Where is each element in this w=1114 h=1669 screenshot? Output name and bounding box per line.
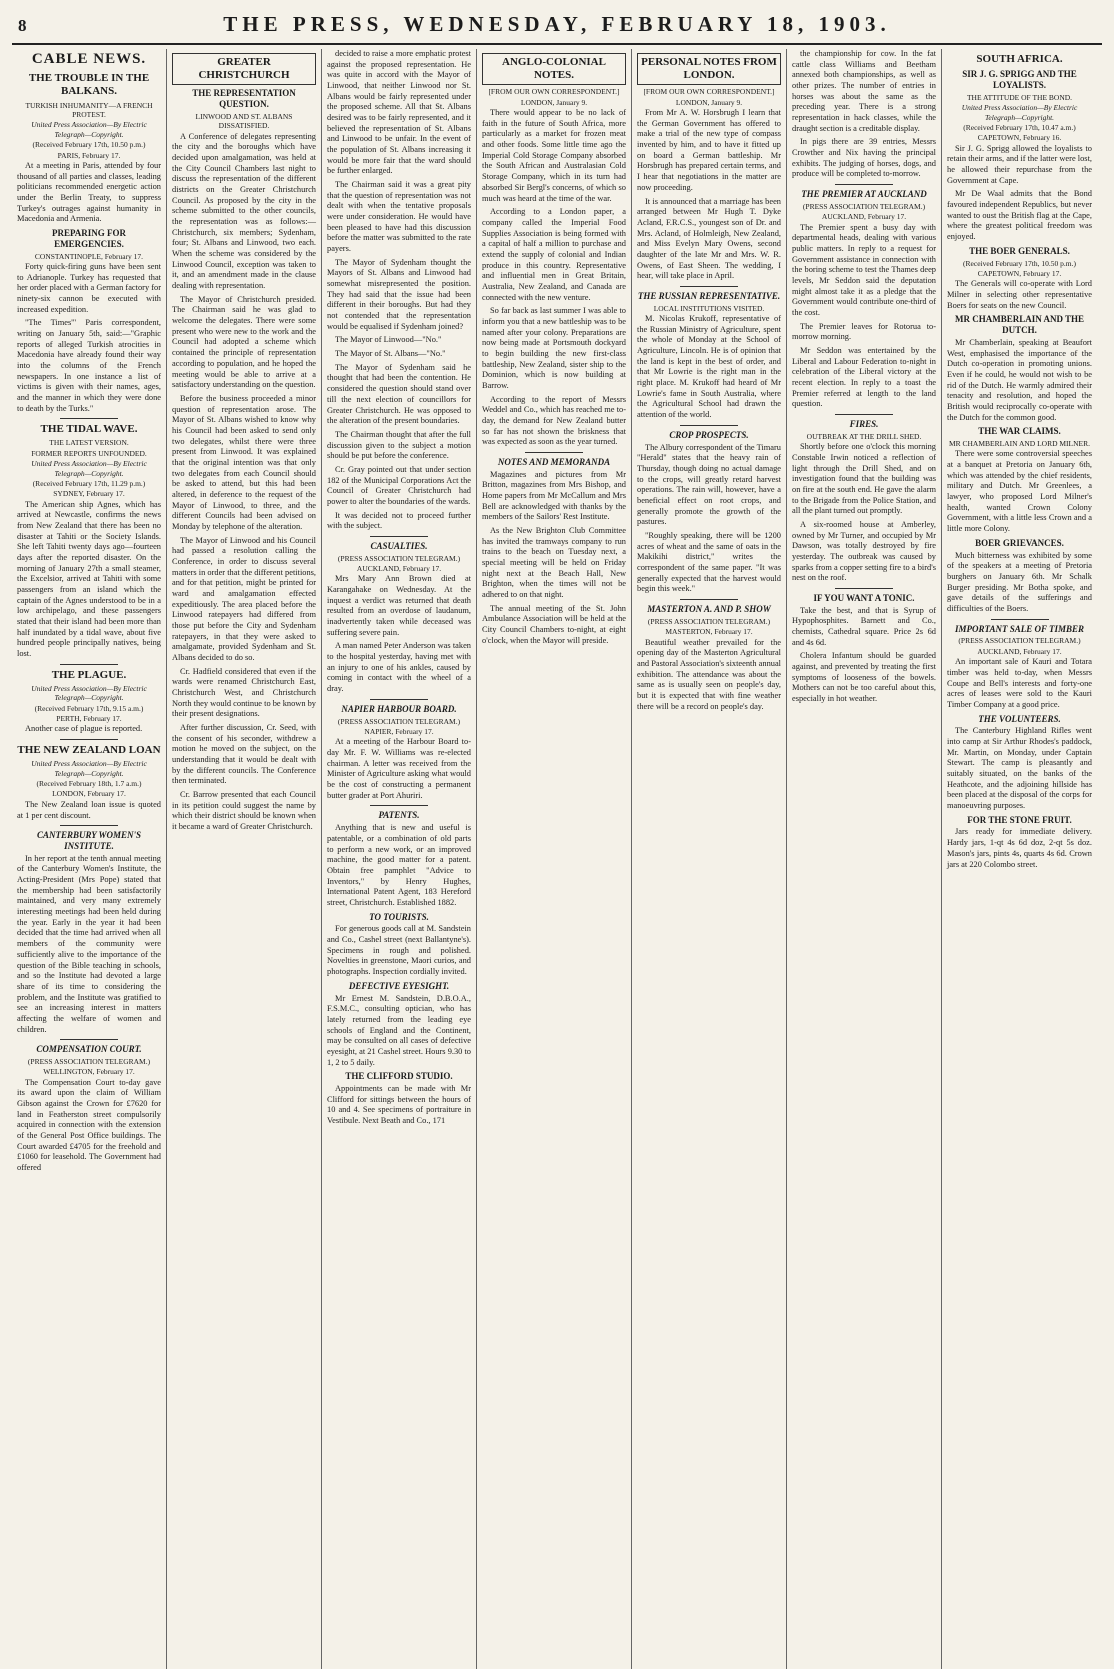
- boer-generals-text: The Generals will co-operate with Lord Milner in selecting other representative Boers for seats on the new Council.: [947, 279, 1092, 310]
- representation-paragraph: Cr. Hadfield considered that even if the wards were renamed Christchurch East, Christchurch West, and Christchurch North they would continue to be known by their present designations.: [172, 666, 316, 719]
- anglo-colonial-paragraph: So far back as last summer I was able to inform you that a new battleship was to be named after your colony. Preparations are now being made at Portsmouth dockyard to begin building the new first-class battleship, New Zealand, sister ship to the Dominion, which is now building at Barrow.: [482, 306, 626, 390]
- crop-prospects-text: The Albury correspondent of the Timaru "Herald" states that the heavy rain of Thursday, though doing no actual damage to the crops, will greatly retard harvest operations. The rain will, however, have a beneficial effect on root crops, and generally promote the growth of the pastures.: [637, 442, 781, 527]
- loan-credit: United Press Association—By Electric Telegraph—Copyright.: [31, 759, 147, 778]
- emergencies-text: Forty quick-firing guns have been sent to Adrianople. Turkey has requested that her order placed with a German factory for ninety-six cannon be executed with increased expedition.: [17, 261, 161, 314]
- sprigg-received: (Received February 17th, 10.47 a.m.): [963, 122, 1076, 132]
- divider: [991, 619, 1049, 620]
- casualties-text-2: A man named Peter Anderson was taken to the hospital yesterday, having met with an injury to one of his ankles, caused by coming in contact with the wheel of a dray.: [327, 641, 471, 694]
- eyesight-text: Mr Ernest M. Sandstein, D.B.O.A., F.S.M.C., consulting optician, who has lately returned from the leading eye schools of England and the Continent, may be consulted on all cases of defective eyesight, at 21 Cashel street. Hours 9.30 to 1, 2 to 5 daily.: [327, 993, 471, 1067]
- representation-paragraph: A Conference of delegates representing the city and the boroughs which have decided upon amalgamation, was held at the City Council Chambers last night to discuss the representation of the different districts on the Greater Christchurch Council. As proposed by the city in the scheme submitted to the other councils, the representation was as follows:—Christchurch, six members; Sydenham, four; St. Albans and Linwood, two each. When the scheme was considered by the Linwood Council, exception was taken to it, and an amendment made in the clause dealing with representation.: [172, 131, 316, 291]
- divider: [680, 286, 738, 287]
- divider: [60, 418, 118, 419]
- divider: [370, 536, 428, 537]
- compensation-court-dateline: WELLINGTON, February 17.: [43, 1067, 135, 1077]
- fires-title: FIRES.: [849, 419, 879, 430]
- representation-continued: decided to raise a more emphatic protest against the proposed representation. He was quite in accord with the Mayor of Linwood, that neither Linwood nor St. Albans would be fairly represented under the proposed scheme. All that St. Albans desired was to be fairly represented, and it believed the representation of St. Albans and Linwood to be unfair. In the event of the population of St. Albans increasing it would be more fair that the ward should be further enlarged.: [327, 49, 471, 176]
- page-number: 8: [18, 16, 27, 35]
- chamberlain-dutch-title: MR CHAMBERLAIN AND THE DUTCH.: [954, 314, 1085, 336]
- plague-title: THE PLAGUE.: [51, 668, 127, 681]
- representation-subtitle: LINWOOD AND ST. ALBANS DISSATISFIED.: [195, 111, 293, 131]
- premier-dateline: AUCKLAND, February 17.: [821, 212, 907, 222]
- casualties-credit: (PRESS ASSOCIATION TELEGRAM.): [337, 553, 461, 563]
- war-claims-title: THE WAR CLAIMS.: [978, 426, 1061, 437]
- napier-title: NAPIER HARBOUR BOARD.: [341, 703, 457, 714]
- representation-continued: The Chairman thought that after the full discussion given to the subject a motion should be put before the conference.: [327, 429, 471, 461]
- divider: [60, 1039, 118, 1040]
- balkans-text: At a meeting in Paris, attended by four thousand of all parties and classes, leading politicians recommended energetic action under the Berlin Treaty, to suppress Turkey's outrages against humanity in Macedonia and Armenia.: [17, 160, 161, 224]
- representation-continued: The Mayor of St. Albans—"No.": [335, 349, 446, 359]
- war-claims-subtitle: MR CHAMBERLAIN AND LORD MILNER.: [948, 439, 1091, 449]
- representation-continued: Cr. Gray pointed out that under section 182 of the Municipal Corporations Act the Council of Greater Christchurch had power to alter the boundaries of the wards.: [327, 464, 471, 506]
- newspaper-title: THE PRESS, WEDNESDAY, FEBRUARY 18, 1903.: [223, 12, 891, 36]
- representation-paragraph: Before the business proceeded a minor question of representation arose. The Mayor of St. Albans wished to know why his Council had been asked to send only two delegates, whilst there were three present from Linwood. It was explained that the original intention was that only two delegates from each Council should be asked to attend, but this had been altered, in deference to the request of the Mayor of Linwood, to three, and the different Councils had been advised on Monday by telephone of the alteration.: [172, 393, 316, 531]
- divider: [680, 425, 738, 426]
- anglo-colonial-paragraph: According to a London paper, a company called the Imperial Food Supplies Association is being formed with a capital of half a million to purchase and extend the supply of colonial and Indian produce in this country. Representative and influential men in Great Britain, Australia, New Zealand, and Canada are connected with the new venture.: [482, 207, 626, 302]
- napier-credit: (PRESS ASSOCIATION TELEGRAM.): [337, 716, 461, 726]
- fires-subtitle: OUTBREAK AT THE DRILL SHED.: [806, 431, 922, 441]
- volunteers-text: The Canterbury Highland Rifles went into camp at Sir Arthur Rhodes's paddock, Mr. Martin, on Monday, under Captain Stewart. The camp is pleasantly and suitably situated, on the banks of the Heathcote, and the adjoining hillside has been placed at the disposal of the corps for manoeuvring purposes.: [947, 726, 1092, 811]
- column-2: [167, 49, 322, 1669]
- tidal-wave-title: THE TIDAL WAVE.: [40, 423, 138, 436]
- balkans-received: (Received February 17th, 10.50 p.m.): [32, 140, 146, 150]
- tidal-wave-subtitle: THE LATEST VERSION.: [49, 438, 129, 448]
- russian-rep-title: THE RUSSIAN REPRESENTATIVE.: [637, 290, 781, 301]
- column-5: [632, 49, 787, 1669]
- womens-institute-text: In her report at the tenth annual meeting of the Canterbury Women's Institute, the Acting-President (Mrs Pope) stated that the membership had been satisfactorily maintained, and very many extremely interesting meetings had been held during the year. Early in the year it had been decided that the time had arrived when all members of the community were sufficiently alive to the importance of the question of the Bible teaching in schools, and so the Institute had devoted a large share of its time to considering the problem, and the Institute was gratified to see an increasing interest in matters affecting the welfare of women and children.: [17, 853, 161, 1034]
- tonic-ad-text: Take the best, and that is Syrup of Hypophosphites. Barnett and Co., chemists, Cathedral square. Price 2s 6d and 4s 6d.: [792, 605, 936, 647]
- clifford-studio-text: Appointments can be made with Mr Clifford for sittings between the hours of 10 and 4. See specimens of portraiture in Vestibule. Next Beath and Co., 171: [327, 1084, 471, 1126]
- columns: [12, 49, 1102, 1669]
- masterton-continued: the championship for cow. In the fat cattle class Williams and Beetham annexed both championships, as well as other prizes. The number of entries in horses was about the same as the preceding year. There is a strong representation in hack classes, while the draught section is a creditable display.: [792, 49, 936, 133]
- plague-credit: United Press Association—By Electric Telegraph—Copyright.: [31, 683, 147, 703]
- representation-continued: The Mayor of Sydenham thought the Mayors of St. Albans and Linwood had somewhat misrepresented the position. They had said that the issue had been different in their boroughs. But had they not contended that the representation would be equalised if Sydenham joined?: [327, 257, 471, 331]
- representation-paragraph: The Mayor of Christchurch presided. The Chairman said he was glad to welcome the delegates. There were some present who were new to the work and the Council had adopted a scheme which contained the principle of representation according to population, and he hoped the meeting would be able to arrive at a satisfactory understanding on the question.: [172, 294, 316, 390]
- divider: [60, 739, 118, 740]
- personal-notes-dateline: LONDON, January 9.: [675, 97, 743, 107]
- emergencies-dateline: CONSTANTINOPLE, February 17.: [34, 251, 144, 261]
- tidal-wave-credit: United Press Association—By Electric Telegraph—Copyright.: [31, 459, 147, 478]
- tidal-wave-subtitle-2: FORMER REPORTS UNFOUNDED.: [31, 448, 147, 458]
- column-7: [942, 49, 1097, 1669]
- personal-notes-heading: PERSONAL NOTES FROM LONDON.: [637, 53, 781, 85]
- masthead: [12, 10, 1102, 45]
- anglo-colonial-paragraph: According to the report of Messrs Weddel and Co., which has reached me to-day, the demand for New Zealand butter so far has not shown the briskness that was expected as soon as the year turned.: [482, 394, 626, 447]
- divider: [835, 414, 893, 415]
- stone-fruit-text: Jars ready for immediate delivery. Hardy jars, 1-qt 4s 6d doz, 2-qt 5s doz. Mason's jars, pints 4s, quarts 4s 6d. Crown jars at 220 Colombo street.: [947, 827, 1092, 869]
- timber-sale-title: IMPORTANT SALE OF TIMBER: [954, 623, 1085, 634]
- sprigg-dateline: CAPETOWN, February 16.: [977, 133, 1062, 143]
- boer-generals-title: THE BOER GENERALS.: [969, 245, 1070, 256]
- cholera-ad-text: Cholera Infantum should be guarded against, and prevented by treating the first symptoms of looseness of the bowels. Mothers can not be too careful about this, especially in hot weather.: [792, 651, 936, 704]
- divider: [835, 588, 893, 589]
- balkans-dateline: PARIS, February 17.: [57, 150, 121, 160]
- volunteers-title: THE VOLUNTEERS.: [978, 713, 1061, 724]
- clifford-studio-title: THE CLIFFORD STUDIO.: [345, 1071, 453, 1082]
- divider: [370, 805, 428, 806]
- boer-grievances-title: BOER GRIEVANCES.: [975, 537, 1064, 548]
- plague-dateline: PERTH, February 17.: [56, 714, 122, 724]
- emergencies-title: PREPARING FOR EMERGENCIES.: [51, 227, 127, 249]
- masterton-show-text: Beautiful weather prevailed for the opening day of the Masterton Agricultural and Pastoral Association's sixteenth annual exhibition. The attendance was about the same as is usually seen on people's day, but it is expected that with fine weather there will be a record on people's day.: [637, 637, 781, 711]
- greater-christchurch-heading: GREATER CHRISTCHURCH: [172, 53, 316, 85]
- notes-memoranda-text: The annual meeting of the St. John Ambulance Association will be held at the City Council Chambers to-night, at eight o'clock, when the Mayor will preside.: [482, 603, 626, 645]
- tidal-wave-text: The American ship Agnes, which has arrived at Newcastle, confirms the news from New Zealand that there has been no disaster at Tahiti or the Society Islands. She left Tahiti twenty days ago—fourteen days after the reported disaster. On the morning of January 27th a small steamer, the Excelsior, arrived at Tahiti with some passengers from an island which the captain of the Agnes understood to be in a low archipelago, and these passengers stated that their island had been more than half inundated by a tidal wave, about five hundred people principally natives, being lost.: [17, 499, 161, 659]
- column-1: [12, 49, 167, 1669]
- representation-continued: The Mayor of Linwood—"No.": [335, 335, 442, 345]
- balkans-title: THE TROUBLE IN THE BALKANS.: [28, 72, 150, 98]
- compensation-court-credit: (PRESS ASSOCIATION TELEGRAM.): [27, 1057, 151, 1066]
- divider: [835, 184, 893, 185]
- sprigg-text: Sir J. G. Sprigg allowed the loyalists to retain their arms, and if the latter were lost, he allowed their repurchase from the Government at Cape.: [947, 143, 1092, 185]
- personal-notes-from: [FROM OUR OWN CORRESPONDENT.]: [643, 87, 775, 97]
- emergencies-text-2: "The Times'" Paris correspondent, writing on January 5th, said:—"Graphic reports of alleged Turkish atrocities in Macedonia have already found their way into the columns of the French newspapers. In one instance a list of victims is given with their names, ages, and the manner in which they were done to death by the Turks.": [17, 318, 161, 413]
- cable-news-heading: CABLE NEWS.: [31, 51, 147, 67]
- anglo-colonial-from: [FROM OUR OWN CORRESPONDENT.]: [488, 87, 620, 97]
- divider: [370, 699, 428, 700]
- crop-prospects-title: CROP PROSPECTS.: [669, 429, 749, 440]
- divider: [680, 599, 738, 600]
- russian-rep-text: M. Nicolas Krukoff, representative of the Russian Ministry of Agriculture, spent the whole of Monday at the School of Agriculture, Lincoln. He is of opinion that the land is kept in the best of order, and that Mr Lowrie is the right man in the right place. M. Krukoff had heard of Mr Lowrie's fame in South Australia, where the Agricultural School had drawn the attention of the world.: [637, 314, 781, 420]
- representation-paragraph: Cr. Barrow presented that each Council in its petition could suggest the name by which their district should be known when it became a ward of Greater Christchurch.: [172, 790, 316, 832]
- fires-text: Shortly before one o'clock this morning Constable Irwin noticed a reflection of light through the Drill Shed, and on investigation found that the building was on fire at the south end. He gave the alarm to the Brigade from the Police Station, and all the plant turned out promptly.: [792, 442, 936, 516]
- personal-notes-paragraph: From Mr A. W. Horsbrugh I learn that the German Government has offered to make a trial of the new type of compass invented by him, and to have it fitted up on board a German battleship. Mr Horsbrugh has prepared certain terms, and I hear that negotiations in the matter are now proceeding.: [637, 108, 781, 192]
- personal-notes-paragraph: It is announced that a marriage has been arranged between Mr Hugh T. Dyke Acland, F.R.C.S., youngest son of Dr. and Mrs. Acland, of Holmleigh, New Zealand, and Miss Evelyn Mary Owens, second daughter of the late Mr and Mrs. W. R. Owens, of East Sheen. The wedding, I hear, will take place in April.: [637, 196, 781, 281]
- premier-text-3: Mr Seddon was entertained by the Liberal and Labour Federation to-night in celebration of the Liberal victory at the recent election. In reply to a toast the Premier referred at length to the land question.: [792, 346, 936, 409]
- boer-grievances-text: Much bitterness was exhibited by some of the speakers at a meeting of Pretoria burghers on January 6th. Mr Schalk Burger presiding. Mr Botha spoke, and gave details of the sufferings and difficulties of the Boers.: [947, 550, 1092, 613]
- divider: [525, 452, 583, 453]
- casualties-title: CASUALTIES.: [370, 540, 428, 551]
- crop-prospects-text-2: "Roughly speaking, there will be 1200 acres of wheat and the same of oats in the Makikihi district," writes the correspondent of the same paper. "It was generally expected that the harvest would begin this week.": [637, 530, 781, 594]
- premier-credit: (PRESS ASSOCIATION TELEGRAM.): [802, 201, 926, 211]
- tidal-wave-received: (Received February 17th, 11.29 p.m.): [32, 478, 146, 488]
- chamberlain-dutch-text: Mr Chamberlain, speaking at Beaufort West, emphasised the importance of the Dutch co-operation in promoting unions. Even if he could, he would not wish to be rid of the Dutch. He warmly admired their tenacity and resolution, and hoped the British would reciprocally co-operate with the Dutch for the common good.: [947, 337, 1092, 422]
- masterton-show-credit: (PRESS ASSOCIATION TELEGRAM.): [647, 616, 771, 626]
- masterton-continued: In pigs there are 39 entries, Messrs Crowther and Nix having the principal exhibits. The judging of horses, dogs, and produce will be completed to-morrow.: [792, 137, 936, 179]
- representation-title: THE REPRESENTATION QUESTION.: [192, 88, 296, 110]
- anglo-colonial-paragraph: There would appear to be no lack of faith in the future of South Africa, more particularly as a market for frozen meat and other foods. Some little time ago the Imperial Cold Storage Company absorbed the South African and Australasian Cold Storage Company, which in its turn had absorbed Sir Bergl's concerns, of which so much was heard at the time of the war.: [482, 108, 626, 203]
- napier-dateline: NAPIER, February 17.: [364, 727, 434, 736]
- tonic-ad-title: IF YOU WANT A TONIC.: [813, 592, 915, 603]
- compensation-court-text: The Compensation Court to-day gave its award upon the claim of William Gibson against the Crown for £7620 for land in Featherston street compulsorily acquired in connection with the extension of the General Post Office buildings. The Court awarded £4705 for the freehold and £1060 for leasehold. The Government had offered: [17, 1077, 161, 1173]
- sprigg-credit: United Press Association—By Electric Telegraph—Copyright.: [961, 103, 1078, 122]
- sprigg-subtitle: THE ATTITUDE OF THE BOND.: [966, 92, 1073, 102]
- representation-paragraph: After further discussion, Cr. Seed, with the consent of his seconder, withdrew a motion he moved on the subject, on the understanding that it would be dealt with by the different councils. The Conference then terminated.: [172, 723, 316, 786]
- representation-continued: The Mayor of Sydenham said he thought that had been the contention. He considered the question should stand over till the next election of councillors for Greater Christchurch. He was opposed to the alteration of the present boundaries.: [327, 362, 471, 426]
- tidal-wave-dateline: SYDNEY, February 17.: [53, 489, 125, 499]
- south-africa-heading: SOUTH AFRICA.: [976, 53, 1063, 65]
- anglo-colonial-dateline: LONDON, January 9.: [520, 97, 588, 107]
- timber-sale-dateline: AUCKLAND, February 17.: [977, 646, 1062, 656]
- balkans-subtitle: TURKISH INHUMANITY—A FRENCH PROTEST.: [25, 100, 153, 119]
- notes-memoranda-text: As the New Brighton Club Committee has invited the tramways company to run trains to the beach on Tuesday next, a special meeting will be held on Friday night next at the Beach Hall, New Brighton, when the times will not be adhered to on that night.: [482, 526, 626, 600]
- divider: [60, 825, 118, 826]
- column-6: [787, 49, 942, 1669]
- sprigg-title: SIR J. G. SPRIGG AND THE LOYALISTS.: [962, 69, 1077, 90]
- russian-rep-subtitle: LOCAL INSTITUTIONS VISITED.: [653, 303, 765, 313]
- notes-memoranda-text: Magazines and pictures from Mr Britton, magazines from Mrs Bishop, and Home papers from Mr McCallum and Mrs Bell are acknowledged with thanks by the members of the Sailors' Rest Institute.: [482, 469, 626, 522]
- plague-text: Another case of plague is reported.: [25, 724, 143, 734]
- war-claims-text: There were some controversial speeches at a banquet at Pretoria on January 6th, which was attended by the chief residents, military and Dutch. Mr Greenlees, a lawyer, who proposed Lord Milner's health, wanted Crown Colony Government, with a little less Crown and a little more Colony.: [947, 449, 1092, 534]
- representation-continued: The Chairman said it was a great pity that the question of representation was not dealt with when the tentative proposals were under consideration. He would have been pleased to have had this discussion before the matter was submitted to the rate payers.: [327, 180, 471, 254]
- balkans-credit: United Press Association—By Electric Telegraph—Copyright.: [31, 120, 147, 139]
- loan-text: The New Zealand loan issue is quoted at 1 per cent discount.: [17, 799, 161, 820]
- compensation-court-title: COMPENSATION COURT.: [36, 1044, 142, 1055]
- womens-institute-title: CANTERBURY WOMEN'S INSTITUTE.: [36, 830, 142, 851]
- eyesight-title: DEFECTIVE EYESIGHT.: [348, 980, 450, 991]
- casualties-dateline: AUCKLAND, February 17.: [356, 564, 442, 574]
- masterton-show-title: MASTERTON A. AND P. SHOW: [647, 603, 771, 614]
- timber-sale-credit: (PRESS ASSOCIATION TELEGRAM.): [958, 636, 1081, 646]
- napier-text: At a meeting of the Harbour Board to-day Mr. F. W. Williams was re-elected chairman. A letter was received from the Minister of Agriculture asking what would be the cost of constructing a permanent butter grader at Port Ahuriri.: [327, 737, 471, 800]
- boer-generals-dateline: CAPETOWN, February 17.: [977, 268, 1062, 278]
- anglo-colonial-heading: ANGLO-COLONIAL NOTES.: [482, 53, 626, 85]
- patents-text: Anything that is new and useful is patentable, or a combination of old parts to perform a new work, or an improved machine, the good matter for a patent. Obtain free pamphlet "Advice to Inventors," by Henry Hughes, International Patent Agent, 183 Hereford street, Christchurch. Established 1882.: [327, 823, 471, 907]
- casualties-text: Mrs Mary Ann Brown died at Karangahake on Wednesday. At the inquest a verdict was returned that death resulted from an overdose of laudanum, inadvertently taken while deceased was suffering severe pain.: [327, 574, 471, 637]
- timber-sale-text: An important sale of Kauri and Totara timber was held to-day, when Messrs Coupe and Bell's interests and forty-one acres of leases were sold to the Kauri Timber Company at a good price.: [947, 657, 1092, 709]
- loan-dateline: LONDON, February 17.: [52, 789, 126, 799]
- divider: [60, 664, 118, 665]
- premier-text: The Premier spent a busy day with departmental heads, dealing with various public matters. In reply to a request for Government assistance in connection with the boring scheme to test the Thames deep levels, Mr Seddon said the deputation might almost take it as a pledge that the Government would contribute one-third of the cost.: [792, 222, 936, 317]
- representation-continued: It was decided not to proceed further with the subject.: [327, 510, 471, 531]
- column-4: [477, 49, 632, 1669]
- tourists-text: For generous goods call at M. Sandstein and Co., Cashel street (next Ballantyne's). Specimens in rough and polished. Novelties in greenstone, Maori curios, and photographs. Inspection cordially invited.: [327, 924, 471, 977]
- masterton-show-dateline: MASTERTON, February 17.: [665, 627, 753, 637]
- premier-text-2: The Premier leaves for Rotorua to-morrow morning.: [792, 321, 936, 342]
- sprigg-text-2: Mr De Waal admits that the Bond favoured independent Republics, but never wanted to oust the British flag at the Cape, where the greatest political freedom was enjoyed.: [947, 189, 1092, 242]
- plague-received: (Received February 17th, 9.15 a.m.): [34, 703, 144, 713]
- boer-generals-received: (Received February 17th, 10.50 p.m.): [963, 258, 1076, 268]
- representation-paragraph: The Mayor of Linwood and his Council had passed a resolution calling the Conference, in order to discuss several matters in order that the different petitions, and for that petition, might be printed for ward and amalgamation effected expeditiously. The area placed before the Linwood ratepayers had differed from those put before the City and Sydenham ratepayers, in that they were asked to amalgamate, provided Sydenham and St. Albans decided to do so.: [172, 535, 316, 662]
- column-3: [322, 49, 477, 1669]
- premier-title: THE PREMIER AT AUCKLAND: [801, 189, 927, 200]
- patents-title: PATENTS.: [378, 810, 420, 821]
- tourists-title: TO TOURISTS.: [369, 911, 429, 922]
- stone-fruit-title: FOR THE STONE FRUIT.: [967, 814, 1072, 825]
- notes-memoranda-title: NOTES AND MEMORANDA: [497, 456, 611, 467]
- fires-text-2: A six-roomed house at Amberley, owned by Mr Turner, and occupied by Mr Dawson, was totally destroyed by fire yesterday. The outbreak was caused by sparks from a copper setting fire to a bird's nest on the roof.: [792, 519, 936, 583]
- loan-title: THE NEW ZEALAND LOAN: [17, 744, 161, 757]
- loan-received: (Received February 18th, 1.7 a.m.): [36, 779, 142, 789]
